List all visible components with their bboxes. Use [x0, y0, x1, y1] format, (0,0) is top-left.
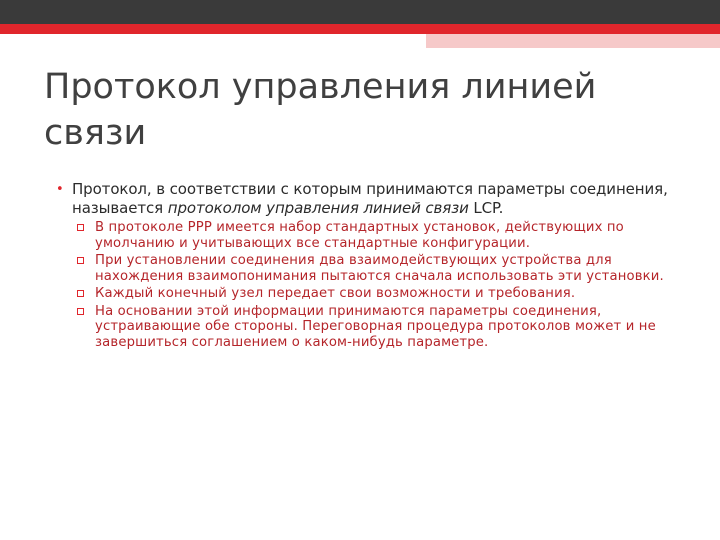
- header-dark-bar: [0, 0, 720, 24]
- sub-point: [72, 286, 686, 302]
- sub-point: [72, 220, 686, 251]
- square-bullet-icon: [77, 257, 84, 264]
- slide-title: Протокол управления линией связи: [44, 67, 597, 153]
- bullet-dot-icon: •: [56, 182, 64, 197]
- sub-point: [72, 304, 686, 351]
- main-point-term: протоколом управления линией связи: [167, 199, 469, 217]
- main-point-abbrev: LCP.: [468, 199, 504, 217]
- sub-point-text: При установлении соединения два взаимодействующих устройства для нахождения взаимопонимания пытаются сначала использовать эти установки.: [95, 253, 664, 284]
- sub-point-text: На основании этой информации принимаются параметры соединения, устраивающие обе стороны. Переговорная процедура протоколов может и не завершиться соглашением о каком-нибудь параметре.: [95, 303, 656, 350]
- main-point-text: Протокол, в соответствии с которым принимаются параметры соединения, называется: [72, 180, 668, 217]
- main-bullet-point: [56, 180, 686, 350]
- sub-point-list: [72, 220, 686, 350]
- sub-point: [72, 253, 686, 284]
- square-bullet-icon: [77, 290, 84, 297]
- header-pink-accent: [426, 34, 720, 48]
- slide-content: [56, 180, 686, 350]
- sub-point-text: В протоколе PPP имеется набор стандартных установок, действующих по умолчанию и учитывающих все стандартные конфигурации.: [95, 220, 624, 251]
- square-bullet-icon: [77, 224, 84, 231]
- sub-point-text: Каждый конечный узел передает свои возможности и требования.: [95, 286, 576, 301]
- header-red-bar: [0, 24, 720, 34]
- square-bullet-icon: [77, 308, 84, 315]
